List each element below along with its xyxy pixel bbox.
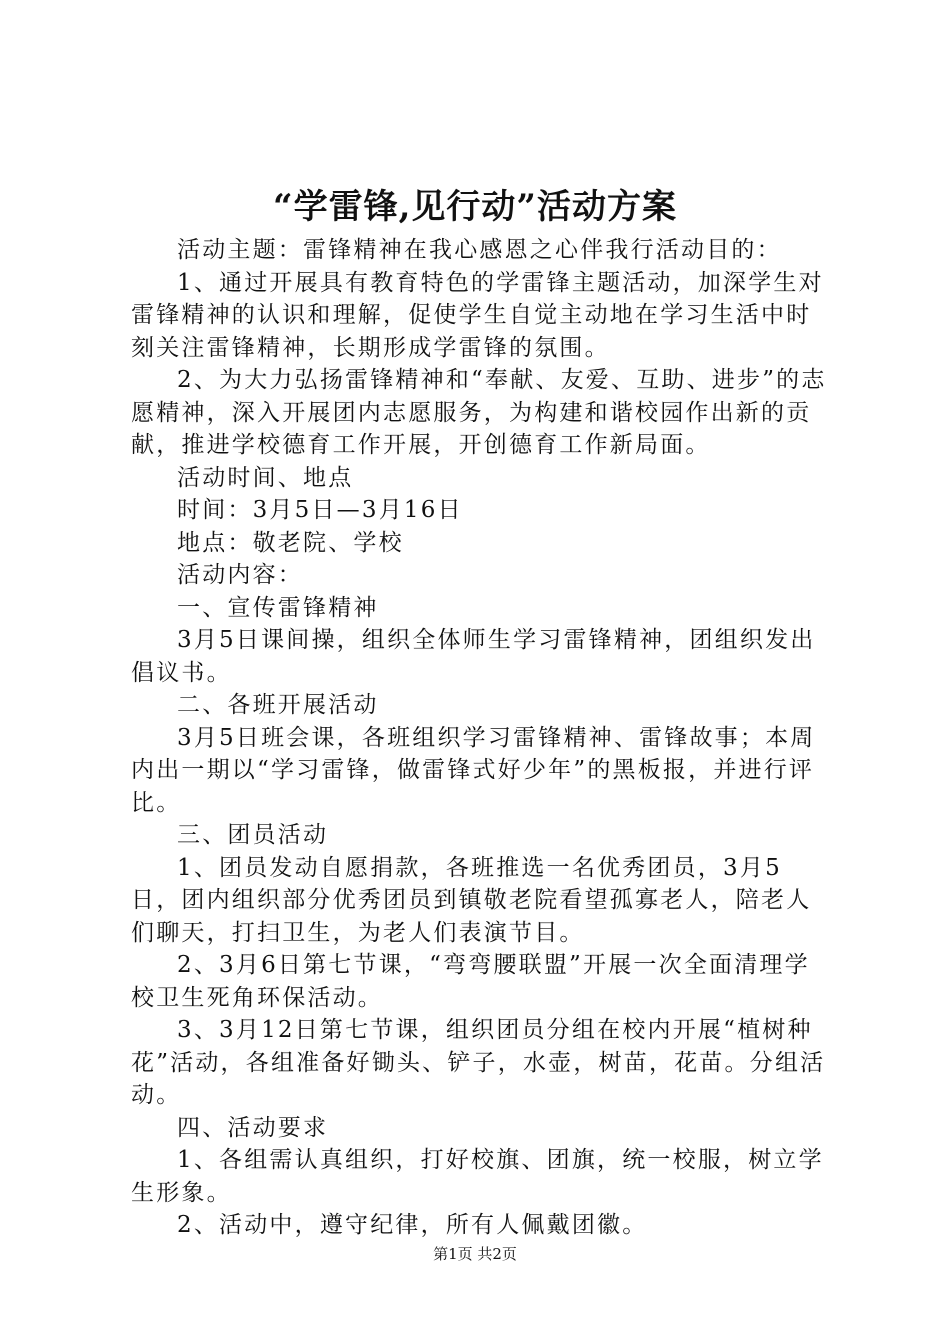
paragraph-time: 时间：3月5日—3月16日: [177, 497, 463, 523]
paragraph-section-4-item-2: 2、活动中，遵守纪律，所有人佩戴团徽。: [177, 1212, 648, 1238]
paragraph-goal-1: 1、通过开展具有教育特色的学雷锋主题活动，加深学生对雷锋精神的认识和理解，促使学生自觉主动地在学习生活中时刻关注雷锋精神，长期形成学雷锋的氛围。: [131, 269, 824, 361]
paragraph-time-place-heading: 活动时间、地点: [177, 464, 354, 491]
document-title: “学雷锋,见行动”活动方案: [273, 187, 677, 227]
paragraph-section-4-item-1: 1、各组需认真组织，打好校旗、团旗，统一校服，树立学生形象。: [131, 1147, 824, 1206]
paragraph-theme: 活动主题：雷锋精神在我心感恩之心伴我行活动目的：: [177, 237, 782, 263]
section-heading-2: 二、各班开展活动: [177, 692, 379, 718]
section-heading-3: 三、团员活动: [177, 822, 329, 848]
section-heading-4: 四、活动要求: [177, 1114, 329, 1141]
paragraph-section-3-item-1: 1、团员发动自愿捐款，各班推选一名优秀团员，3月5日，团内组织部分优秀团员到镇敬老院看望孤寡老人，陪老人们聊天，打扫卫生，为老人们表演节目。: [131, 854, 812, 946]
section-heading-1: 一、宣传雷锋精神: [177, 594, 379, 621]
paragraph-content-heading: 活动内容：: [177, 562, 303, 588]
paragraph-section-2: 3月5日班会课，各班组织学习雷锋精神、雷锋故事；本周内出一期以“学习雷锋，做雷锋式好少年”的黑板报，并进行评比。: [131, 724, 816, 816]
document-body: [131, 234, 831, 1242]
page-footer: 第1页 共2页: [433, 1245, 517, 1263]
paragraph-section-3-item-3: 3、3月12日第七节课，组织团员分组在校内开展“植树种花”活动，各组准备好锄头、铲子，水壶，树苗，花苗。分组活动。: [131, 1017, 826, 1108]
paragraph-goal-2: 2、为大力弘扬雷锋精神和“奉献、友爱、互助、进步”的志愿精神，深入开展团内志愿服务，为构建和谐校园作出新的贡献，推进学校德育工作开展，开创德育工作新局面。: [131, 367, 827, 458]
paragraph-section-1: 3月5日课间操，组织全体师生学习雷锋精神，团组织发出倡议书。: [131, 627, 816, 686]
paragraph-place: 地点：敬老院、学校: [177, 529, 404, 556]
paragraph-section-3-item-2: 2、3月6日第七节课，“弯弯腰联盟”开展一次全面清理学校卫生死角环保活动。: [131, 952, 810, 1011]
